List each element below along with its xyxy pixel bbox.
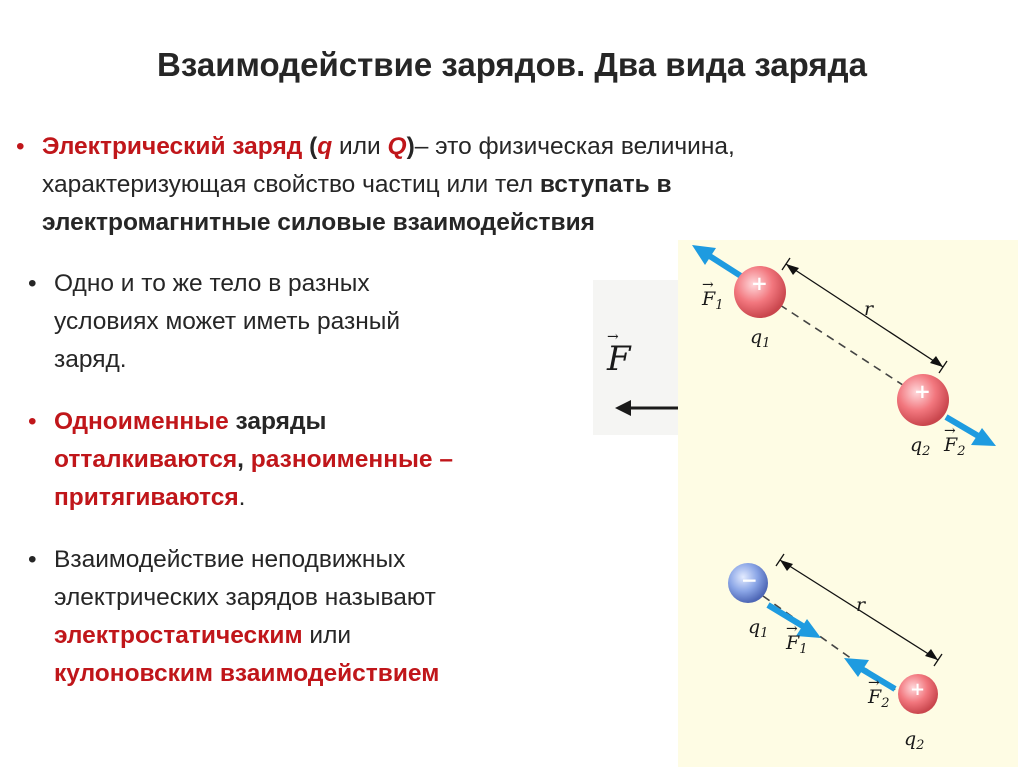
symbol-q-small: q (317, 133, 333, 160)
definition-line-2: характеризующая свойство частиц или тел (42, 171, 540, 198)
bullet-like-unlike (28, 403, 453, 517)
symbol-q-big: Q (387, 133, 407, 160)
term-coulomb-interaction: кулоновским взаимодействием (54, 660, 440, 687)
label-q1: $q_1$ (750, 326, 771, 351)
paren-open: ( (302, 133, 318, 160)
term-unlike-charges: разноименные – (250, 446, 453, 473)
comma: , (237, 446, 251, 473)
charge-sign: + (914, 379, 931, 403)
period: . (238, 484, 246, 511)
text-line: электрических зарядов называют (54, 584, 436, 611)
definition-emphasis-1: вступать в (539, 171, 672, 198)
charges-illustration (678, 240, 1018, 767)
term-electrostatic: электростатическим (54, 622, 303, 649)
term-electric-charge: Электрический заряд (42, 133, 303, 160)
bullet-marker: • (28, 408, 37, 435)
word-charges: заряды (228, 408, 327, 435)
charge-sign: − (741, 568, 758, 592)
paren-close: ) (406, 133, 415, 160)
label-q2: $q_2$ (904, 728, 925, 753)
label-q1: $q_1$ (748, 616, 769, 641)
definition-text: – это физическая величина, (414, 133, 735, 160)
bullet-same-body (28, 265, 401, 379)
term-like-charges: Одноименные (54, 408, 229, 435)
text-line: условиях может иметь разный (54, 308, 401, 335)
charge-sign: + (910, 679, 926, 700)
label-f1: → $F_1$ (702, 290, 723, 312)
bullet-definition (16, 128, 922, 242)
force-label: → F (607, 342, 631, 376)
text-line: Одно и то же тело в разных (54, 270, 370, 297)
term-attract: притягиваются (54, 484, 239, 511)
label-f2: → $F_2$ (944, 436, 965, 458)
bullet-marker: • (28, 546, 37, 573)
label-f2: → $F_2$ (868, 688, 889, 710)
text-line: Взаимодействие неподвижных (54, 546, 406, 573)
distance-dashed-line (780, 305, 909, 389)
word-or: или (302, 622, 352, 649)
label-r: r (864, 298, 874, 320)
term-repel: отталкиваются (54, 446, 238, 473)
charges-diagram (678, 240, 1018, 767)
text-line: заряд. (54, 346, 127, 373)
charge-sign: + (751, 271, 768, 295)
word-or: или (332, 133, 388, 160)
label-r: r (856, 594, 866, 616)
bullet-electrostatic (28, 541, 440, 693)
label-q2: $q_2$ (910, 434, 931, 459)
label-f1: → $F_1$ (786, 634, 807, 656)
slide-title: Взаимодействие зарядов. Два вида заряда (157, 46, 867, 83)
bullet-marker: • (28, 270, 37, 297)
definition-emphasis-2: электромагнитные силовые взаимодействия (42, 209, 595, 236)
bullet-marker: • (16, 133, 25, 160)
